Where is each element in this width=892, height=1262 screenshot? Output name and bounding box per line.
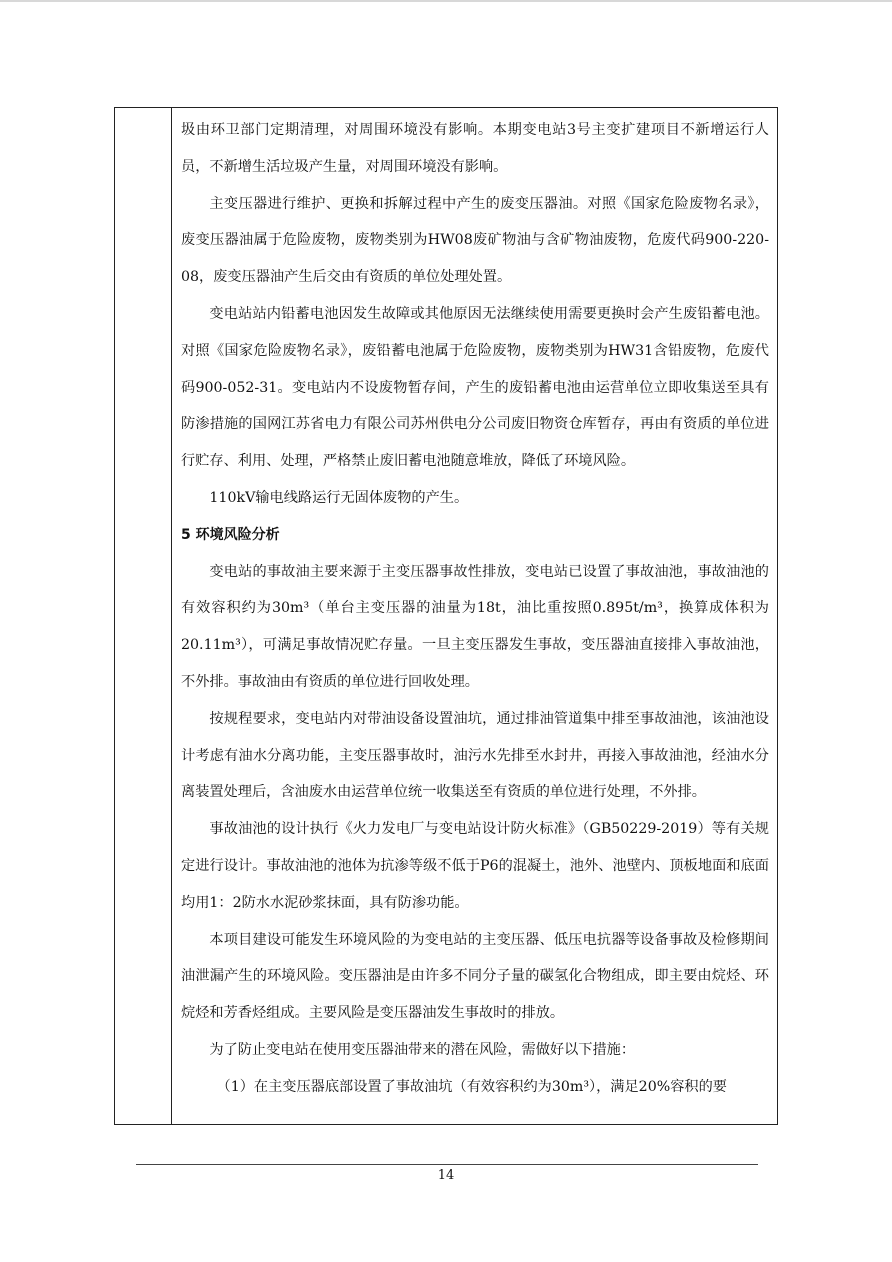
paragraph-lead-battery: 变电站站内铅蓄电池因发生故障或其他原因无法继续使用需要更换时会产生废铅蓄电池。对照《国家危险废物名录》，废铅蓄电池属于危险废物，废物类别为HW31含铅废物，危废代码900-052-31。变电站内不设废物暂存间，产生的废铅蓄电池由运营单位立即收集送至具有防渗措施的国网江苏省电力有限公司苏州供电分公司废旧物资仓库暂存，再由有资质的单位进行贮存、利用、处理，严格禁止废旧蓄电池随意堆放，降低了环境风险。 [181,305,769,470]
paragraph-waste-transformer-oil: 主变压器进行维护、更换和拆解过程中产生的废变压器油。对照《国家危险废物名录》，废变压器油属于危险废物，废物类别为HW08废矿物油与含矿物油废物，危废代码900-220-08，废变压器油产生后交由有资质的单位处理处置。 [181,195,769,286]
paragraph-fire-standard: 事故油池的设计执行《火力发电厂与变电站设计防火标准》（GB50229-2019）等有关规定进行设计。事故油池的池体为抗渗等级不低于P6的混凝土，池外、池壁内、顶板地面和底面均用1：2防水水泥砂浆抹面，具有防渗功能。 [181,821,769,911]
paragraph-line-no-waste: 110kV输电线路运行无固体废物的产生。 [209,489,469,506]
paragraph-accident-oil-pool: 变电站的事故油主要来源于主变压器事故性排放，变电站已设置了事故油池，事故油池的有效容积约为30m³（单台主变压器的油量为18t，油比重按照0.895t/m³，换算成体积为20.11m³），可满足事故情况贮存量。一旦主变压器发生事故，变压器油直接排入事故油池，不外排。事故油由有资质的单位进行回收处理。 [181,563,769,690]
paragraph-measures-intro: 为了防止变电站在使用变压器油带来的潜在风险，需做好以下措施： [209,1041,636,1058]
paragraph-oil-pit-design: 按规程要求，变电站内对带油设备设置油坑，通过排油管道集中排至事故油池，该油池设计考虑有油水分离功能，主变压器事故时，油污水先排至水封井，再接入事故油池，经油水分离装置处理后，含油废水由运营单位统一收集送至有资质的单位进行处理，不外排。 [181,710,769,801]
footer-rule [136,1164,758,1165]
paragraph-domestic-waste: 圾由环卫部门定期清理，对周围环境没有影响。本期变电站3号主变扩建项目不新增运行人员，不新增生活垃圾产生量，对周围环境没有影响。 [181,122,769,175]
paragraph-measure-1: （1）在主变压器底部设置了事故油坑（有效容积约为30m³），满足20%容积的要 [216,1078,727,1095]
table-column-divider [171,108,172,1124]
section-heading-risk-analysis: 5 环境风险分析 [181,526,280,543]
report-table-frame [114,107,778,1125]
top-edge-line [0,0,892,2]
table-content-cell [181,112,769,1106]
paragraph-risk-source: 本项目建设可能发生环境风险的为变电站的主变压器、低压电抗器等设备事故及检修期间油泄漏产生的环境风险。变压器油是由许多不同分子量的碳氢化合物组成，即主要由烷烃、环烷烃和芳香烃组成。主要风险是变压器油发生事故时的排放。 [181,931,769,1022]
page-number: 14 [437,1168,455,1183]
